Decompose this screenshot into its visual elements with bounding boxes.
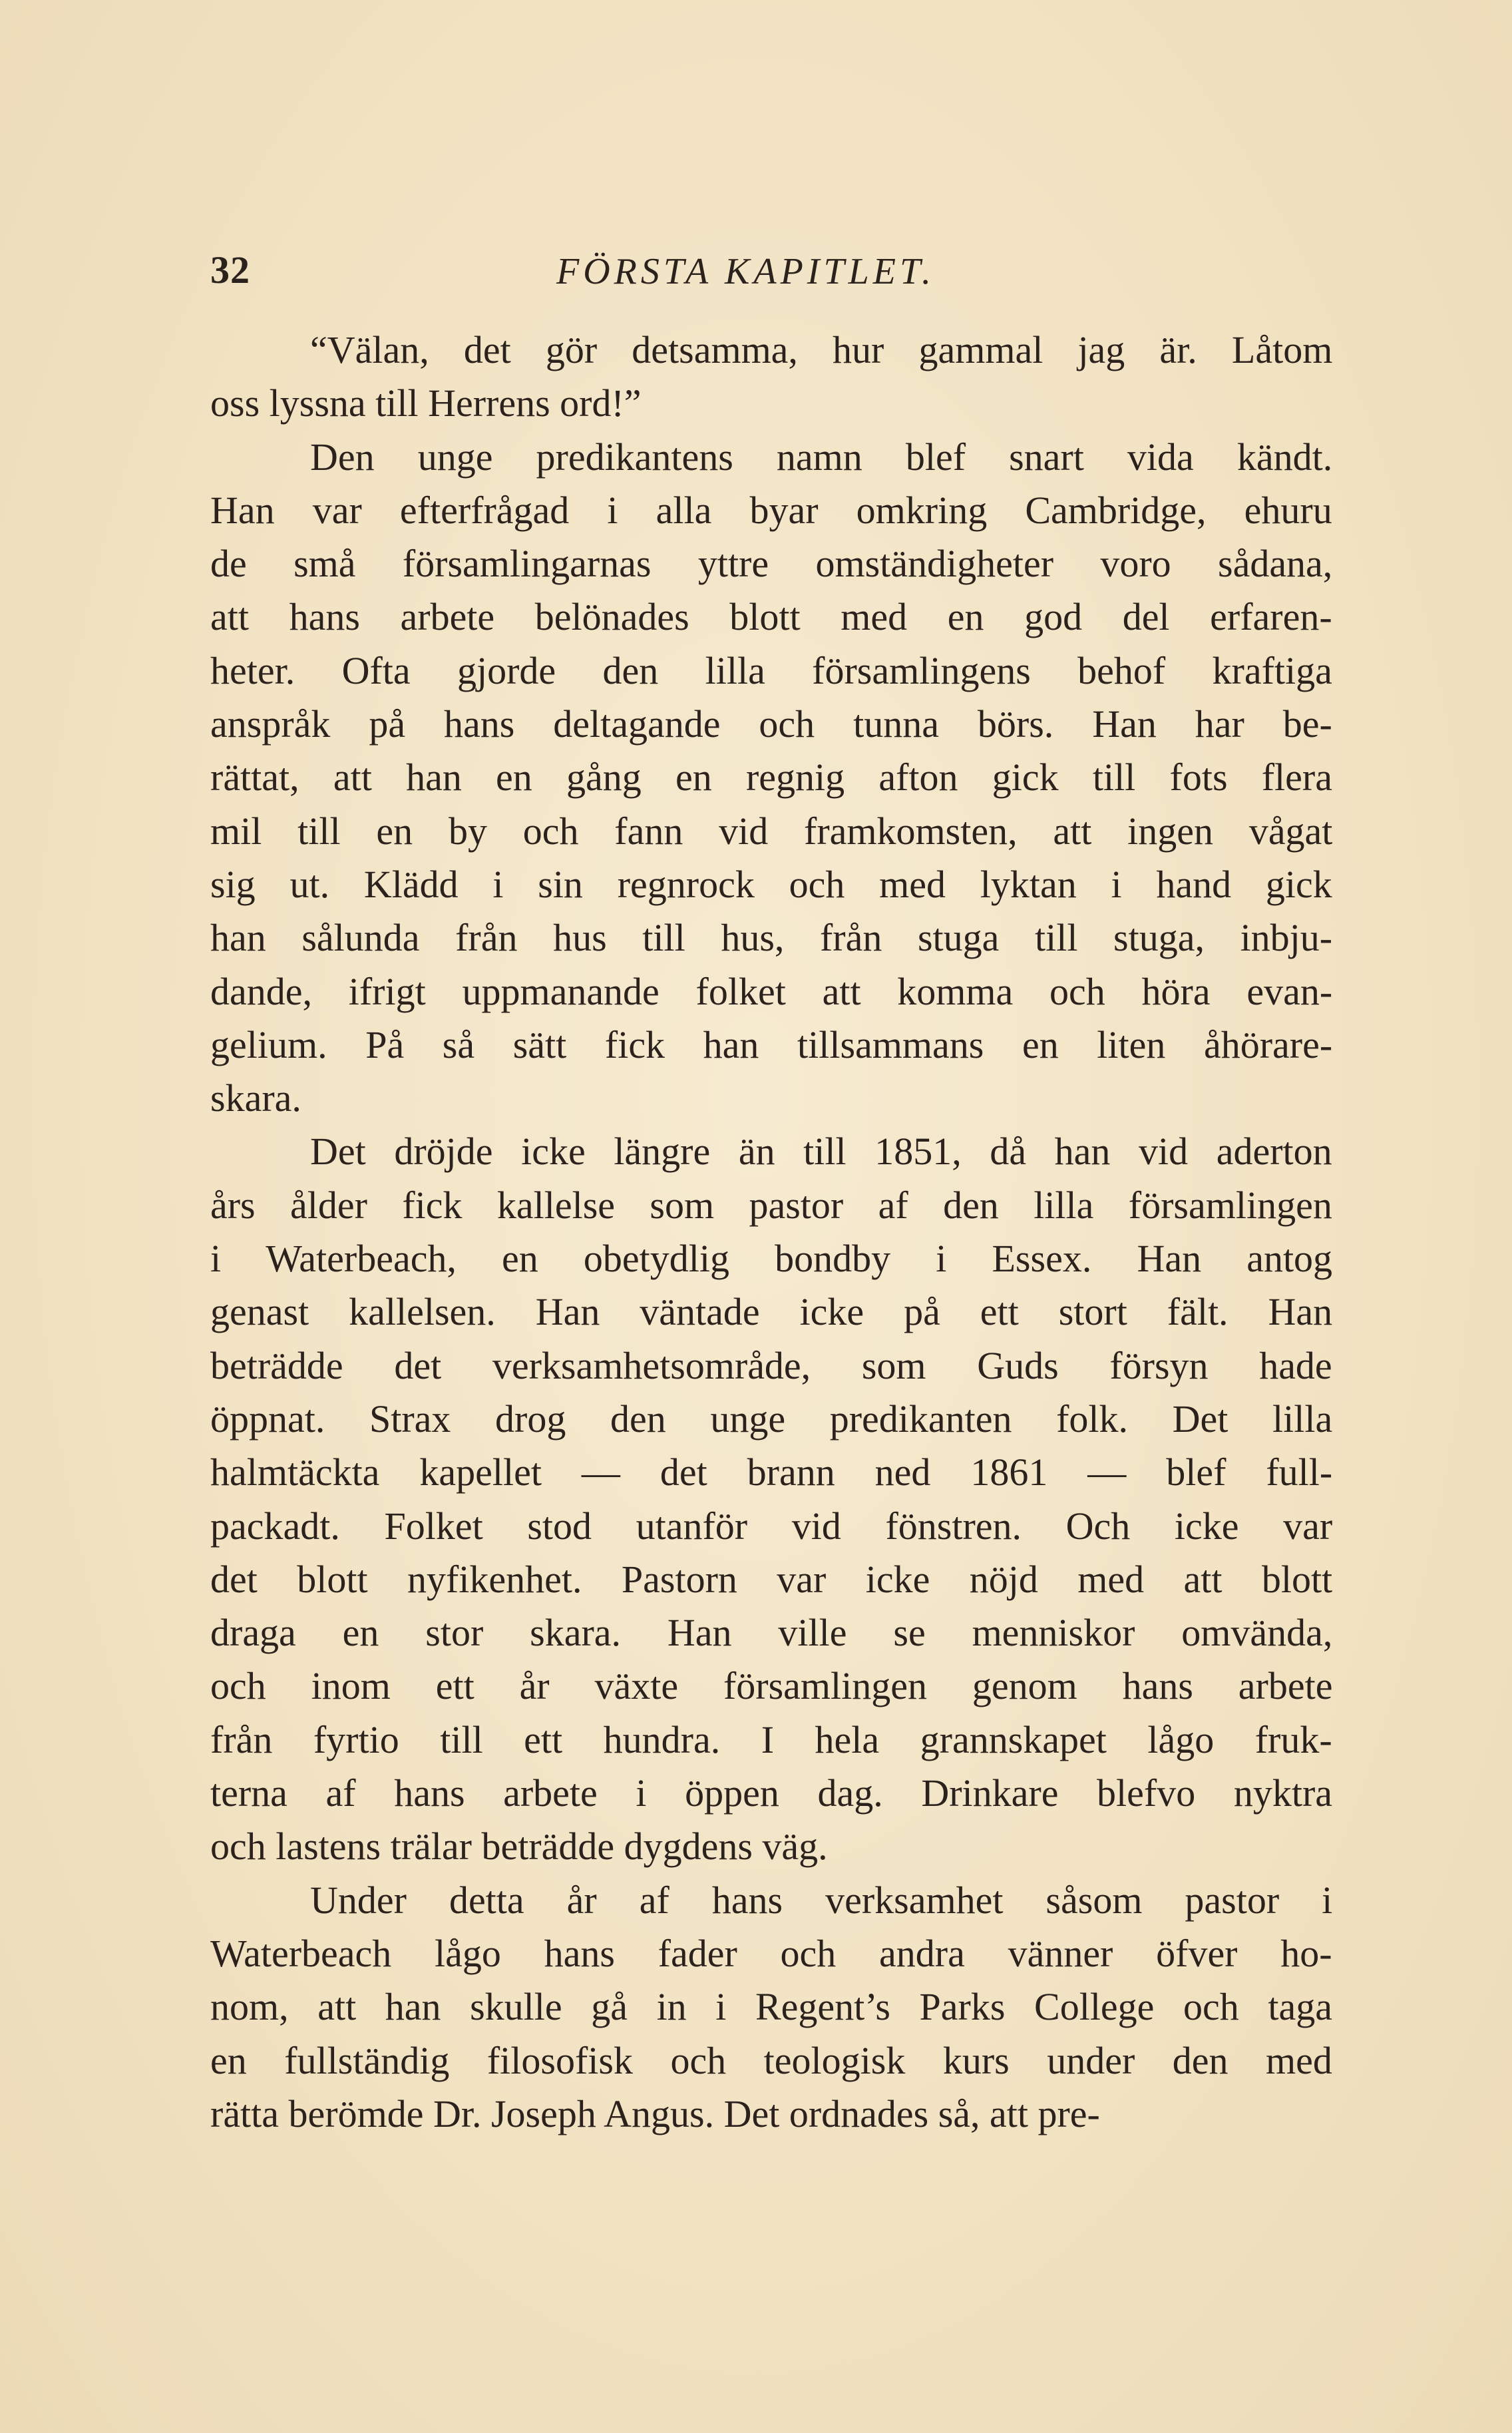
text-line: rättat, att han en gång en regnig afton gick till fots flera	[210, 756, 1332, 799]
text-line: beträdde det verksamhetsområde, som Guds försyn hade	[210, 1343, 1332, 1387]
text-line: sig ut. Klädd i sin regnrock och med lyktan i hand gick	[210, 862, 1332, 906]
text-line: Waterbeach lågo hans fader och andra vänner öfver ho-	[210, 1931, 1332, 1975]
text-line: nom, att han skulle gå in i Regent’s Parks College och taga	[210, 1985, 1332, 2029]
text-line: heter. Ofta gjorde den lilla församlingens behof kraftiga	[210, 648, 1332, 692]
text-line: dande, ifrigt uppmanande folket att komma och höra evan-	[210, 969, 1333, 1013]
text-line: års ålder fick kallelse som pastor af den lilla församlingen	[210, 1183, 1332, 1227]
body-text	[210, 324, 1332, 2141]
text-line: halmtäckta kapellet — det brann ned 1861 — blef full-	[210, 1450, 1333, 1494]
text-line: öppnat. Strax drog den unge predikanten folk. Det lilla	[210, 1397, 1333, 1440]
text-line: en fullständig filosofisk och teologisk kurs under den med	[210, 2038, 1332, 2082]
text-line: oss lyssna till Herrens ord!”	[210, 381, 642, 425]
text-line: packadt. Folket stod utanför vid fönstren. Och icke var	[210, 1504, 1333, 1548]
page-header	[210, 248, 1342, 301]
text-line: genast kallelsen. Han väntade icke på ett stort fält. Han	[210, 1290, 1333, 1334]
running-title: FÖRSTA KAPITLET.	[556, 251, 935, 292]
text-line: rätta berömde Dr. Joseph Angus. Det ordnades så, att pre-	[210, 2092, 1100, 2135]
text-line: och inom ett år växte församlingen genom hans arbete	[210, 1664, 1333, 1708]
text-line: Den unge predikantens namn blef snart vida kändt.	[310, 435, 1333, 479]
text-line: det blott nyfikenhet. Pastorn var icke nöjd med att blott	[210, 1557, 1333, 1601]
text-line: gelium. På så sätt fick han tillsammans en liten åhörare-	[210, 1022, 1333, 1066]
text-line: de små församlingarnas yttre omständigheter voro sådana,	[210, 542, 1333, 586]
text-line: Han var efterfrågad i alla byar omkring Cambridge, ehuru	[210, 488, 1332, 532]
text-line: skara.	[210, 1076, 301, 1120]
text-line: och lastens trälar beträdde dygdens väg.	[210, 1825, 828, 1869]
text-line: terna af hans arbete i öppen dag. Drinkare blefvo nyktra	[210, 1771, 1333, 1815]
text-line: i Waterbeach, en obetydlig bondby i Essex. Han antog	[210, 1237, 1333, 1281]
text-line: att hans arbete belönades blott med en god del erfaren-	[210, 595, 1332, 639]
text-line: mil till en by och fann vid framkomsten, att ingen vågat	[210, 809, 1333, 853]
text-line: “Välan, det gör detsamma, hur gammal jag är. Låtom	[310, 328, 1333, 371]
text-line: Det dröjde icke längre än till 1851, då han vid aderton	[310, 1130, 1332, 1174]
text-line: från fyrtio till ett hundra. I hela grannskapet lågo fruk-	[210, 1717, 1332, 1761]
text-line: draga en stor skara. Han ville se menniskor omvända,	[210, 1611, 1333, 1655]
text-line: Under detta år af hans verksamhet såsom pastor i	[310, 1878, 1333, 1922]
text-line: anspråk på hans deltagande och tunna börs. Han har be-	[210, 702, 1332, 746]
text-line: han sålunda från hus till hus, från stuga till stuga, inbju-	[210, 916, 1333, 960]
page-number: 32	[210, 248, 250, 292]
